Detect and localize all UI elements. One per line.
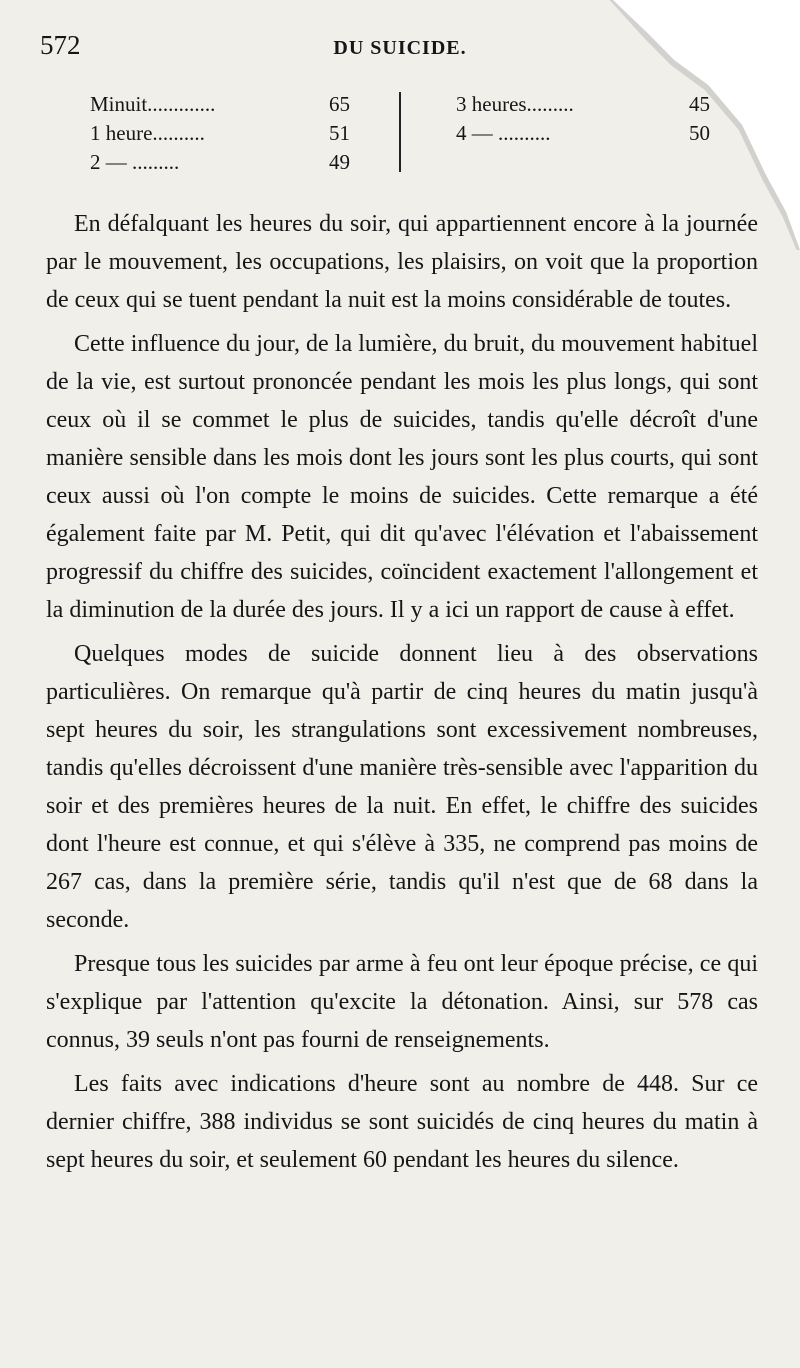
row-value: 50 [689,121,710,145]
running-title: DU SUICIDE. [333,37,467,59]
paragraph: Presque tous les suicides par arme à feu ont leur époque précise, ce qui s'explique par l'attention qu'excite la détonation. Ainsi, sur 578 cas connus, 39 seuls n'ont pas fourni de renseignements. [46,951,758,1053]
row-label: 4 — .......... [456,121,551,145]
table-row [456,90,710,119]
table-row [90,90,350,119]
row-value: 51 [329,121,350,145]
row-value: 49 [329,150,350,174]
hours-table-right-column [456,90,710,148]
paragraph: Quelques modes de suicide donnent lieu à des observations particulières. On remarque qu'à partir de cinq heures du matin jusqu'à sept heures du soir, les strangulations sont excessivement nombreuses, tandis qu'elles décroissent d'une manière très-sensible avec l'apparition du soir et des premières heures de la nuit. En effet, le chiffre des suicides dont l'heure est connue, et qui s'élève à 335, ne comprend pas moins de 267 cas, dans la première série, tandis qu'il n'est que de 68 dans la seconde. [46,641,758,933]
paragraph: En défalquant les heures du soir, qui appartiennent encore à la journée par le mouvement, les occupations, les plaisirs, on voit que la proportion de ceux qui se tuent pendant la nuit est la moins considérable de toutes. [46,211,758,313]
row-label: Minuit............. [90,92,216,116]
body-text [46,205,758,1185]
row-label: 2 — ......... [90,150,180,174]
row-value: 65 [329,92,350,116]
table-row [456,119,710,148]
row-value: 45 [689,92,710,116]
table-row [90,119,350,148]
page-number: 572 [40,30,81,60]
paragraph: Cette influence du jour, de la lumière, du bruit, du mouvement habituel de la vie, est surtout prononcée pendant les mois les plus longs, qui sont ceux où il se commet le plus de suicides, tandis qu'elle décroît d'une manière sensible dans les mois dont les jours sont les plus courts, qui sont ceux aussi où l'on compte le moins de suicides. Cette remarque a été également faite par M. Petit, qui dit qu'avec l'élévation et l'abaissement progressif du chiffre des suicides, coïncident exactement l'allongement et la diminution de la durée des jours. Il y a ici un rapport de cause à effet. [46,331,758,623]
hours-table-left-column [90,90,350,177]
row-label: 1 heure.......... [90,121,205,145]
row-label: 3 heures......... [456,92,574,116]
table-row [90,148,350,177]
paragraph: Les faits avec indications d'heure sont au nombre de 448. Sur ce dernier chiffre, 388 individus se sont suicidés de cinq heures du matin à sept heures du soir, et seulement 60 pendant les heures du silence. [46,1071,758,1173]
column-divider [399,92,401,172]
